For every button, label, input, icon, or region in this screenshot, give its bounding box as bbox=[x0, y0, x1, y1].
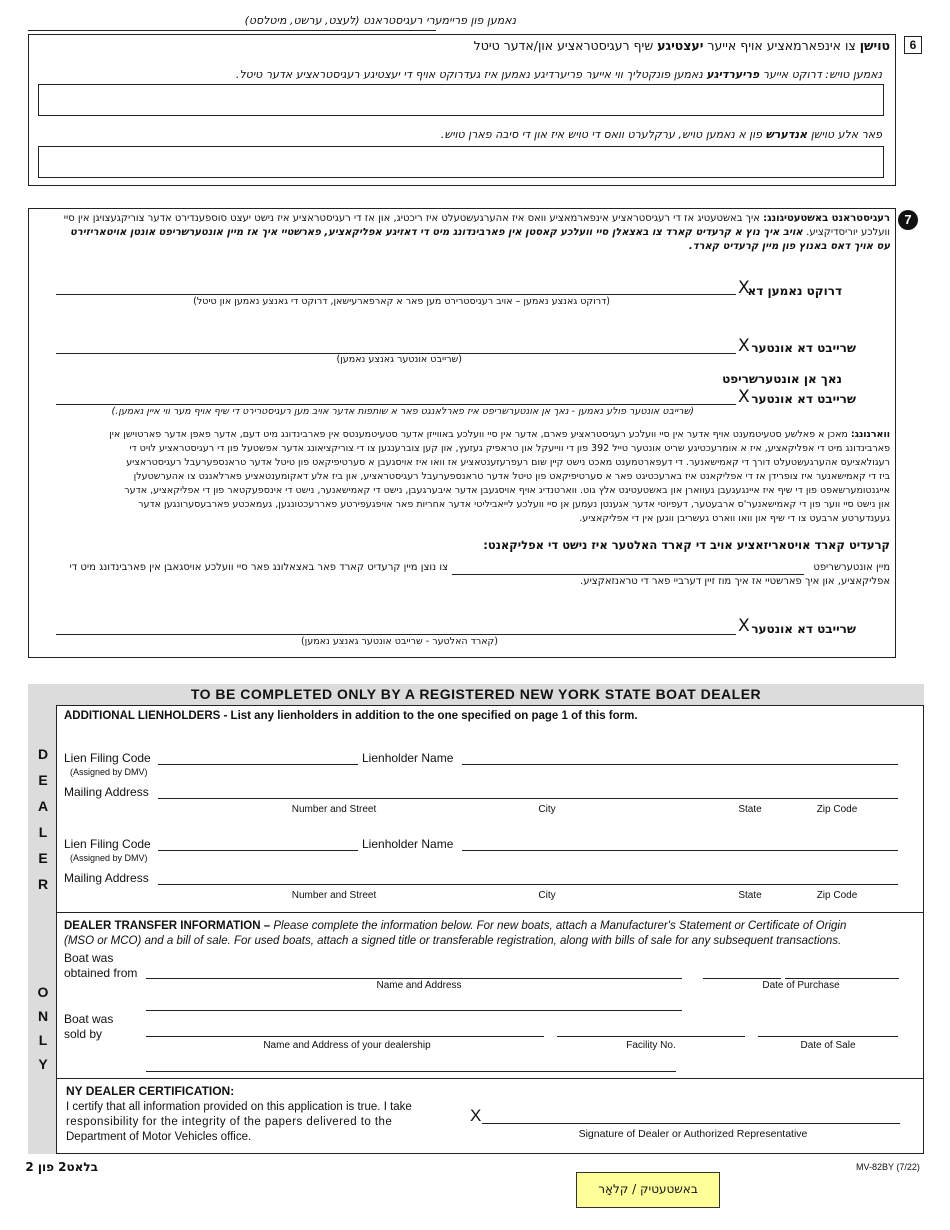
side-letter-a: A bbox=[37, 798, 49, 814]
section-6-number: 6 bbox=[904, 36, 922, 54]
x-mark-sign-3: X bbox=[738, 616, 750, 636]
dealership-input-2[interactable] bbox=[146, 1071, 676, 1072]
lienholder-name-input-2[interactable] bbox=[462, 850, 898, 851]
side-letter-y: Y bbox=[38, 1056, 48, 1072]
dealership-caption: Name and Address of your dealership bbox=[263, 1040, 431, 1051]
registrant-certification: רעגיסטראנט באשטעטיגונג: איך באשטעטיג אז די רעגיסטראציע אינפארמאציע וואס איז אהערגעשטעלט איז ריכטיג, און אז די רעגיסטראציע איז נישט יעצט סוספענדירט אדער צוריקגעצויגן אין סיי וועלכע יוריסדיקציע. אויב איך נוץ א קרעדיט קארד צו באצאלן סיי וועלכע קאסטן אין פארבינדונג מיט די דאזיגע אפליקאציע, פארשטיי איך אז מיין אונטערשריפט אונטן אויטאריזירט עס אויך דאס באנוץ פון מיין קרעדיט קארד. bbox=[63, 213, 890, 252]
state-caption-1: State bbox=[738, 804, 762, 815]
form-id: MV-82BY (7/22) bbox=[856, 1162, 920, 1172]
lienholder-name-label-2: Lienholder Name bbox=[362, 837, 454, 851]
change-explanation-input[interactable] bbox=[38, 146, 884, 178]
dealership-input[interactable] bbox=[146, 1036, 544, 1037]
lienholder-name-label-1: Lienholder Name bbox=[362, 751, 454, 765]
dealer-banner: TO BE COMPLETED ONLY BY A REGISTERED NEW YORK STATE BOAT DEALER bbox=[190, 686, 762, 702]
sign-here-label-3: שרייבט דא אונטער bbox=[751, 622, 856, 636]
mailing-address-label-2: Mailing Address bbox=[64, 871, 149, 885]
dealer-signature-line[interactable] bbox=[482, 1123, 900, 1124]
previous-name-input[interactable] bbox=[38, 84, 884, 116]
lien-filing-code-input-1[interactable] bbox=[158, 764, 358, 765]
facility-no-input[interactable] bbox=[557, 1036, 745, 1037]
side-letter-l: L bbox=[38, 824, 48, 840]
mailing-address-label-1: Mailing Address bbox=[64, 785, 149, 799]
sign-here-label-2: שרייבט דא אונטער bbox=[751, 392, 856, 406]
signature-line-2[interactable] bbox=[56, 404, 736, 405]
city-caption-1: City bbox=[538, 804, 556, 815]
side-letter-r: R bbox=[37, 876, 49, 892]
cardholder-caption: (קארד האלטער - שרייבט אונטער גאנצע נאמען) bbox=[300, 636, 498, 647]
validate-clear-button[interactable]: באשטעטיק / קלאָר bbox=[576, 1172, 720, 1208]
credit-card-title: קרעדיט קארד אויטאריזאציע אויב די קארד האלטער איז נישט די אפליקאנט: bbox=[483, 538, 890, 552]
mailing-address-input-2[interactable] bbox=[158, 884, 898, 885]
cc-authorization-text: צו נוצן מיין קרעדיט קארד פאר באצאלונג פאר סיי וועלכע אויסגאבן אין פארבינדונג מיט די bbox=[69, 562, 448, 573]
section-7-number: 7 bbox=[898, 210, 918, 230]
name-change-instruction: נאמען טויש: דרוקט אייער פריערדיגע נאמען פונקטליך ווי אייער פריערדיגע נאמען איז געדרוקט אויף די יעצטיגע רעגיסטראציע אדער טיטל. bbox=[235, 68, 882, 81]
signature-caption-2: (שרייבט אונטער פולע נאמען - נאך אן אונטערשריפט איז פארלאנגט פאר א שותפות אדער אויב מען רעגיסטרירט די שיף אויף מער ווי איין נאמען.) bbox=[111, 406, 694, 417]
facility-no-caption: Facility No. bbox=[626, 1040, 676, 1051]
page-number: בלאט2 פון 2 bbox=[25, 1160, 98, 1174]
mailing-address-input-1[interactable] bbox=[158, 798, 898, 799]
other-change-instruction: פאר אלע טוישן אנדערש פון א נאמען טויש, ערקלערט וואס די טויש איז און די סיבה פארן טויש. bbox=[440, 128, 882, 141]
side-letter-e2: E bbox=[38, 850, 48, 866]
lien-filing-code-label-2: Lien Filing Code bbox=[64, 837, 151, 851]
sign-here-label-1: שרייבט דא אונטער bbox=[751, 341, 856, 355]
cc-authorization-text-2: אפליקאציע, און איך פארשטיי אז איך מוז זיין דערביי פאר די טראנזאקציע. bbox=[580, 576, 890, 587]
registrant-name-line[interactable] bbox=[28, 30, 436, 31]
x-mark-sign-2: X bbox=[738, 387, 750, 407]
date-of-sale-caption: Date of Sale bbox=[800, 1040, 856, 1051]
x-mark-print: X bbox=[738, 278, 750, 298]
sold-by-label: Boat was sold by bbox=[64, 1012, 114, 1041]
dealer-cert-text: I certify that all information provided on this application is true. I take responsibility for the integrity of the papers delivered to the Department of Motor Vehicles office. bbox=[66, 1101, 412, 1143]
lien-filing-code-label-1: Lien Filing Code bbox=[64, 751, 151, 765]
dealer-divider-1 bbox=[56, 912, 924, 913]
date-of-purchase-caption: Date of Purchase bbox=[762, 980, 840, 991]
header-label: נאמען פון פריימערי רעגיסטראנט (לעצט, ערשט, מיטלסט) bbox=[244, 14, 516, 27]
number-street-caption-1: Number and Street bbox=[291, 804, 377, 815]
assigned-by-dmv-1: (Assigned by DMV) bbox=[70, 767, 148, 777]
dealer-x-mark: X bbox=[470, 1106, 482, 1125]
dealer-cert-title: NY DEALER CERTIFICATION: bbox=[66, 1084, 235, 1098]
date-of-sale-input[interactable] bbox=[758, 1036, 898, 1037]
x-mark-sign-1: X bbox=[738, 336, 750, 356]
dealer-signature-caption: Signature of Dealer or Authorized Representative bbox=[578, 1128, 808, 1140]
section-6-title: טוישן צו אינפארמאציע אויף אייער יעצטיגע שיף רעגיסטראציע און/אדער טיטל bbox=[473, 38, 890, 53]
print-name-caption: (דרוקט גאנצע נאמען – אויב רעגיסטרירט מען פאר א קארפארעישאן, דרוקט די גאנצע נאמען און טיטל) bbox=[193, 296, 610, 307]
side-letter-l2: L bbox=[38, 1032, 48, 1048]
print-name-line[interactable] bbox=[56, 294, 736, 295]
city-caption-2: City bbox=[538, 890, 556, 901]
additional-signature-label: נאך אן אונטערשריפט bbox=[722, 372, 842, 386]
obtained-from-label: Boat was obtained from bbox=[64, 951, 138, 980]
additional-lienholders-heading: ADDITIONAL LIENHOLDERS - List any lienholders in addition to the one specified on page 1 of this form. bbox=[64, 710, 638, 722]
name-address-caption: Name and Address bbox=[376, 980, 462, 991]
side-letter-d: D bbox=[37, 746, 49, 762]
lienholder-name-input-1[interactable] bbox=[462, 764, 898, 765]
purchase-date-input-a[interactable] bbox=[703, 978, 781, 979]
signature-caption-1: (שרייבט אונטער גאנצע נאמען) bbox=[336, 354, 462, 365]
side-letter-n: N bbox=[37, 1008, 49, 1024]
dealer-divider-2 bbox=[56, 1078, 924, 1079]
dealer-transfer-heading: DEALER TRANSFER INFORMATION – Please complete the information below. For new boats, attach a Manufacturer's Statement or Certificate of Origin (MSO or MCO) and a bill of sale. For used boats, attach a signed title or transferable registration, along with bills of sale for any subsequent transactions. bbox=[64, 920, 847, 947]
cc-signature-label: מיין אונטערשריפט bbox=[813, 562, 890, 573]
side-letter-o: O bbox=[37, 984, 49, 1000]
state-caption-2: State bbox=[738, 890, 762, 901]
lien-filing-code-input-2[interactable] bbox=[158, 850, 358, 851]
warning-text: ווארנונג: מאכן א פאלשע סטעיטמענט אויף אדער אין סיי וועלכע רעגיסטראציע פארם, אדער אין סיי וועלכע באווייזן אדער סטעיטמענטס אין פארבינדונג מיט דעם, אדער פאפן אדער פארטוישן אין פארבינדונג מיט די אפליקאציע, איז א אומרעכטיגע שריט אונטער טייל 392 פון די ווייעקל און טראפיק געזעץ, און קען צוברענגען צו די צוריקציאונג אדער אפשטעל פון די רעגיסטראציע לויט די רעגולאציעס אהערגעשטעלט דורך די קאמישאנער. די דעפארטמענט מאכט נישט קיין שום רעפרעזענטאציע אז וואו איז אויסגעבן א סערטיפיקאט פון טיטל אדער טראנספערעבל רעגיסטראציע ביז די קאמישאנער איז צופרידן אז די אפליקאנט איז בארעכטיגט פאר א סערטיפיקאט פון טיטל אדער טראנספערעבל רעגיסטראציע, און ביז אלע דאקומענטאציע פארלאנגט צו אהערשטעלן אייגנטומערשאפט פון די שיף איז איינגעגעבן געווארן און באשטעטיגט אלץ גוט. ווארטנדיג אויף אויסגעבן אדער איבערגעבן, נישט די קאמישאנער, נישט די אינספעקטאר פון די אפליקאציע, אדער און נישט סיי ווער פון די קאמישאנער'ס ארבעטער, דעפיוטי אדער אגענטן נעמען אן סיי וועלכע לייאביליטי אדער אחריות פאר אויפגעפירטע פאררעכטונגען, געמאכטע פארבעסערונגען אדער געענדערטע ארבעט צו די שיף און וואו ווארט געשריבן ווגען אין די אפליקאציע. bbox=[109, 429, 890, 524]
assigned-by-dmv-2: (Assigned by DMV) bbox=[70, 853, 148, 863]
obtained-from-input-2[interactable] bbox=[146, 1010, 682, 1011]
print-name-label: דרוקט נאמען דא bbox=[747, 284, 842, 298]
cardholder-signature-line[interactable] bbox=[56, 634, 736, 635]
zip-caption-1: Zip Code bbox=[816, 804, 858, 815]
obtained-from-input[interactable] bbox=[146, 978, 682, 979]
number-street-caption-2: Number and Street bbox=[291, 890, 377, 901]
cc-signature-line[interactable] bbox=[452, 574, 804, 575]
purchase-date-input-b[interactable] bbox=[785, 978, 899, 979]
zip-caption-2: Zip Code bbox=[816, 890, 858, 901]
side-letter-e: E bbox=[38, 772, 48, 788]
